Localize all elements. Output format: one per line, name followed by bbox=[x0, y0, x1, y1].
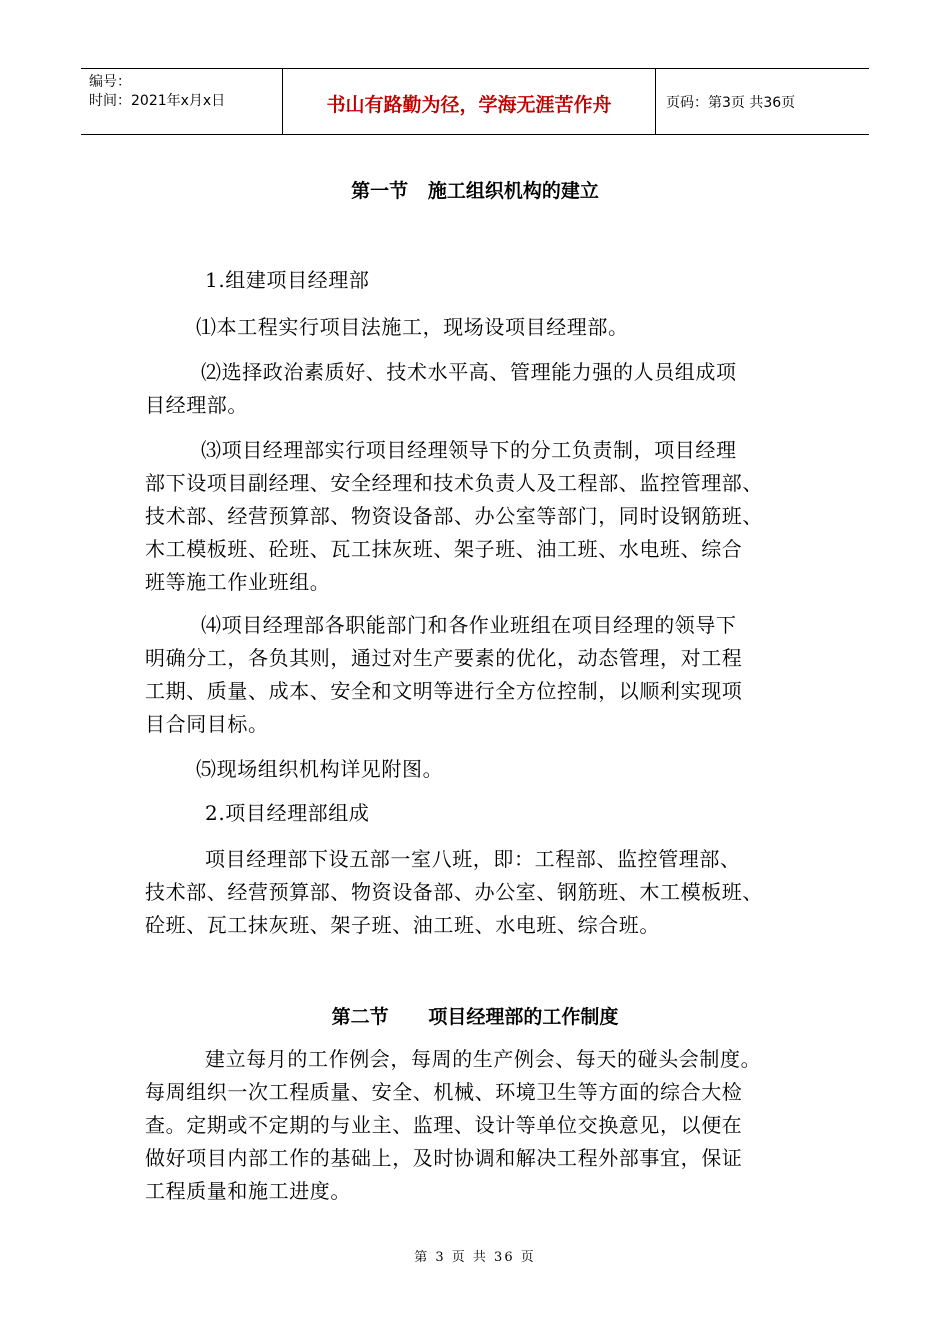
header-motto: 书山有路勤为径，学海无涯苦作舟 bbox=[326, 94, 612, 116]
item-3-line-1: ⑶项目经理部实行项目经理领导下的分工负责制，项目经理 bbox=[201, 438, 737, 462]
header-meta-cell bbox=[81, 69, 283, 134]
header-motto-cell bbox=[283, 69, 656, 134]
composition-para-line-1: 项目经理部下设五部一室八班，即：工程部、监控管理部、 bbox=[205, 847, 741, 871]
workrules-para-line-1: 建立每月的工作例会，每周的生产例会、每天的碰头会制度。 bbox=[205, 1047, 762, 1071]
composition-para-line-3: 砼班、瓦工抹灰班、架子班、油工班、水电班、综合班。 bbox=[145, 913, 660, 937]
header-page-cell bbox=[656, 69, 869, 134]
heading-2: 2.项目经理部组成 bbox=[205, 801, 370, 825]
workrules-para-line-5: 工程质量和施工进度。 bbox=[145, 1179, 351, 1203]
item-3-line-4: 木工模板班、砼班、瓦工抹灰班、架子班、油工班、水电班、综合 bbox=[145, 537, 743, 561]
composition-para-line-2: 技术部、经营预算部、物资设备部、办公室、钢筋班、木工模板班、 bbox=[145, 880, 763, 904]
workrules-para-line-2: 每周组织一次工程质量、安全、机械、环境卫生等方面的综合大检 bbox=[145, 1080, 743, 1104]
page-footer: 第 3 页 共 36 页 bbox=[414, 1250, 536, 1265]
item-4-line-4: 目合同目标。 bbox=[145, 712, 269, 736]
section-1-title: 第一节 施工组织机构的建立 bbox=[351, 180, 599, 202]
document-id-label: 编号： bbox=[89, 74, 131, 90]
heading-1: 1.组建项目经理部 bbox=[205, 268, 370, 292]
document-date-label: 时间：2021年x月x日 bbox=[89, 93, 226, 109]
item-2-line-2: 目经理部。 bbox=[145, 393, 248, 417]
workrules-para-line-3: 查。定期或不定期的与业主、监理、设计等单位交换意见，以便在 bbox=[145, 1113, 743, 1137]
header-page-info: 页码：第3页 共36页 bbox=[666, 94, 796, 111]
item-2-line-1: ⑵选择政治素质好、技术水平高、管理能力强的人员组成项 bbox=[201, 360, 737, 384]
section-2-title: 第二节 项目经理部的工作制度 bbox=[331, 1006, 619, 1028]
header-table bbox=[81, 68, 869, 135]
item-4-line-2: 明确分工，各负其则，通过对生产要素的优化，动态管理，对工程 bbox=[145, 646, 743, 670]
item-4-line-1: ⑷项目经理部各职能部门和各作业班组在项目经理的领导下 bbox=[201, 613, 737, 637]
item-3-line-3: 技术部、经营预算部、物资设备部、办公室等部门，同时设钢筋班、 bbox=[145, 504, 763, 528]
item-1: ⑴本工程实行项目法施工，现场设项目经理部。 bbox=[196, 315, 629, 339]
item-5: ⑸现场组织机构详见附图。 bbox=[196, 757, 444, 781]
item-3-line-5: 班等施工作业班组。 bbox=[145, 570, 331, 594]
workrules-para-line-4: 做好项目内部工作的基础上，及时协调和解决工程外部事宜，保证 bbox=[145, 1146, 743, 1170]
item-4-line-3: 工期、质量、成本、安全和文明等进行全方位控制，以顺利实现项 bbox=[145, 679, 743, 703]
item-3-line-2: 部下设项目副经理、安全经理和技术负责人及工程部、监控管理部、 bbox=[145, 471, 763, 495]
